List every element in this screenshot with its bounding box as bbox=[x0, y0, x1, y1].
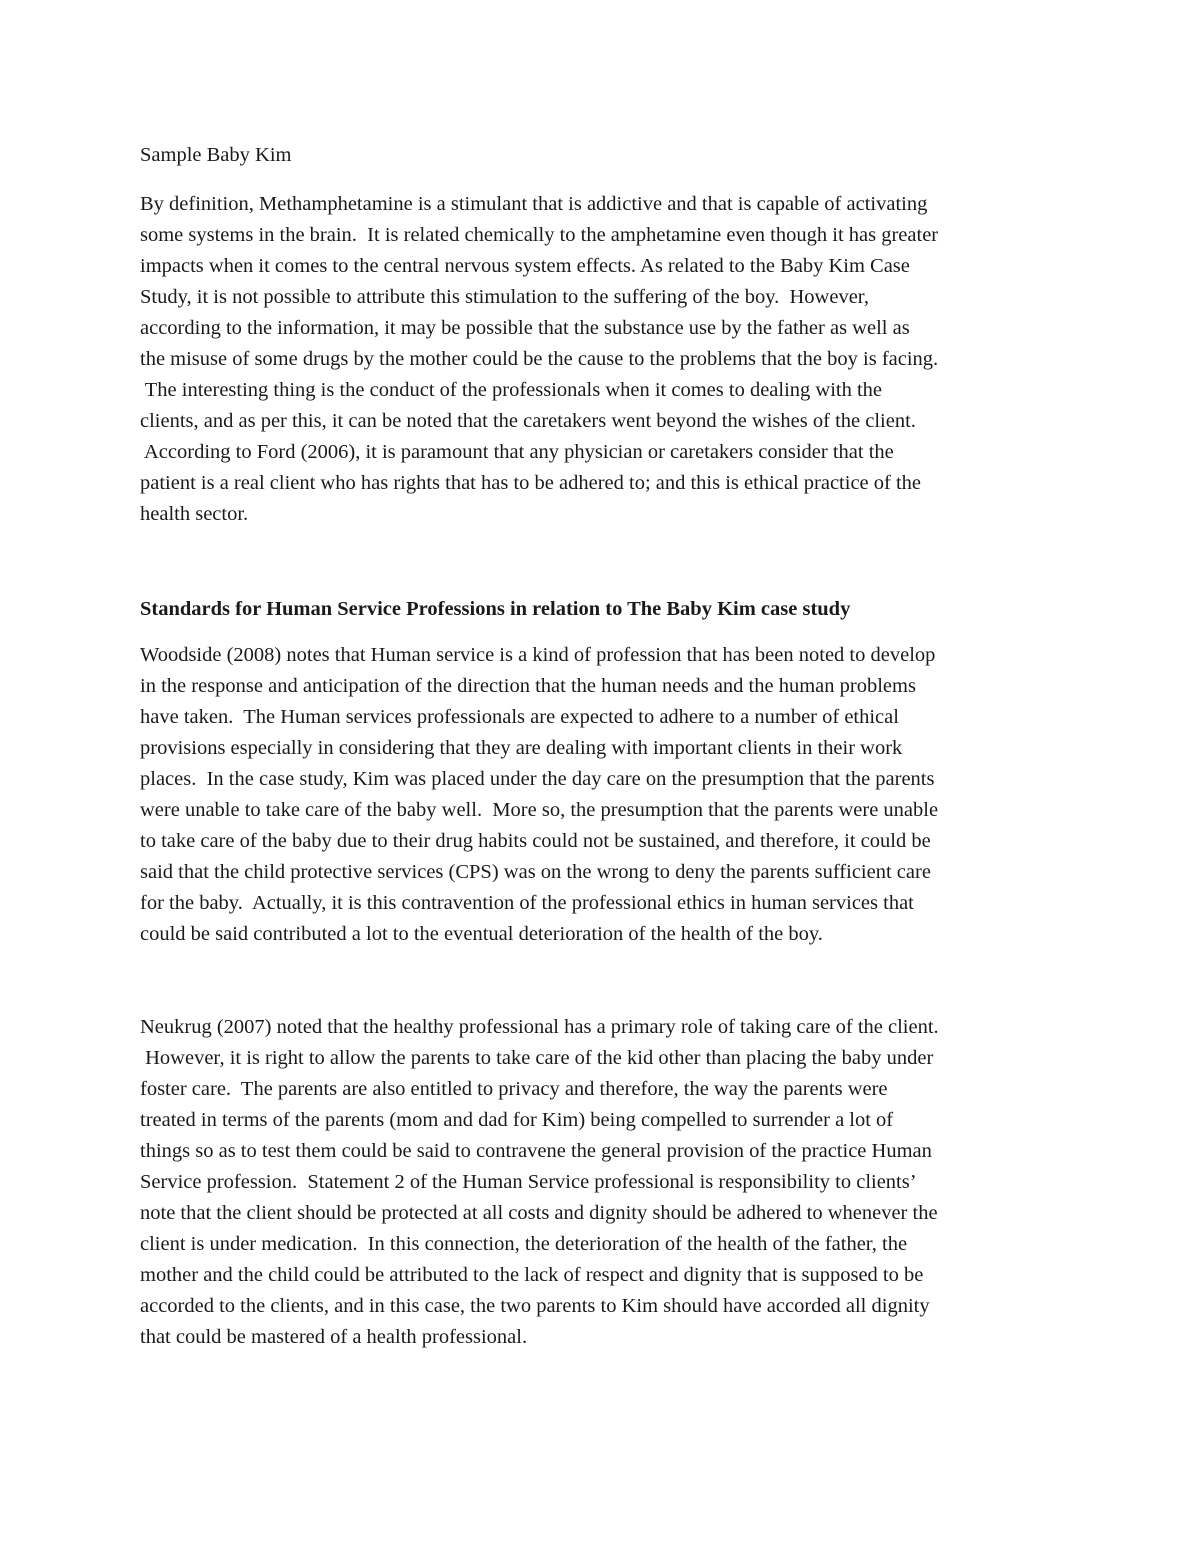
paragraph-line: However, it is right to allow the parents to take care of the kid other than placing the baby under bbox=[140, 1047, 934, 1069]
paragraph-line: foster care. The parents are also entitled to privacy and therefore, the way the parents were bbox=[140, 1078, 888, 1100]
paragraph-line: have taken. The Human services professionals are expected to adhere to a number of ethical bbox=[140, 706, 899, 728]
paragraph-line: Neukrug (2007) noted that the healthy professional has a primary role of taking care of the client. bbox=[140, 1016, 939, 1038]
paragraph-line: some systems in the brain. It is related chemically to the amphetamine even though it has greater bbox=[140, 224, 939, 246]
paragraph-line: accorded to the clients, and in this case, the two parents to Kim should have accorded all dignity bbox=[140, 1295, 930, 1317]
section-heading-block bbox=[140, 594, 1060, 625]
paragraph-line: note that the client should be protected at all costs and dignity should be adhered to whenever the bbox=[140, 1202, 938, 1224]
paragraph-line: in the response and anticipation of the direction that the human needs and the human problems bbox=[140, 675, 916, 697]
paragraph-line: Service profession. Statement 2 of the Human Service professional is responsibility to clients’ bbox=[140, 1171, 917, 1193]
paragraph-line: treated in terms of the parents (mom and dad for Kim) being compelled to surrender a lot of bbox=[140, 1109, 894, 1131]
paragraph-line: Study, it is not possible to attribute this stimulation to the suffering of the boy. However, bbox=[140, 286, 869, 308]
paragraph-line: that could be mastered of a health professional. bbox=[140, 1326, 528, 1348]
paragraph-line: mother and the child could be attributed to the lack of respect and dignity that is supposed to be bbox=[140, 1264, 924, 1286]
paragraph-line: patient is a real client who has rights that has to be adhered to; and this is ethical practice of the bbox=[140, 472, 922, 494]
paragraph-line: Woodside (2008) notes that Human service is a kind of profession that has been noted to develop bbox=[140, 644, 936, 666]
paragraph-line: health sector. bbox=[140, 503, 249, 525]
paragraph-definition bbox=[140, 189, 1060, 530]
document-page bbox=[140, 140, 1060, 1353]
paragraph-line: By definition, Methamphetamine is a stimulant that is addictive and that is capable of activating bbox=[140, 193, 928, 215]
document-title-block bbox=[140, 140, 1060, 171]
paragraph-neukrug bbox=[140, 1012, 1060, 1353]
section-heading: Standards for Human Service Professions in relation to The Baby Kim case study bbox=[140, 598, 851, 620]
paragraph-line: according to the information, it may be possible that the substance use by the father as well as bbox=[140, 317, 910, 339]
paragraph-line: said that the child protective services (CPS) was on the wrong to deny the parents sufficient care bbox=[140, 861, 931, 883]
paragraph-line: could be said contributed a lot to the eventual deterioration of the health of the boy. bbox=[140, 923, 823, 945]
paragraph-line: for the baby. Actually, it is this contravention of the professional ethics in human services that bbox=[140, 892, 914, 914]
paragraph-line: provisions especially in considering that they are dealing with important clients in their work bbox=[140, 737, 903, 759]
paragraph-line: impacts when it comes to the central nervous system effects. As related to the Baby Kim Case bbox=[140, 255, 910, 277]
paragraph-line: The interesting thing is the conduct of the professionals when it comes to dealing with the bbox=[140, 379, 883, 401]
paragraph-line: things so as to test them could be said to contravene the general provision of the practice Human bbox=[140, 1140, 932, 1162]
paragraph-line: places. In the case study, Kim was placed under the day care on the presumption that the parents bbox=[140, 768, 935, 790]
paragraph-line: client is under medication. In this connection, the deterioration of the health of the father, the bbox=[140, 1233, 908, 1255]
paragraph-line: the misuse of some drugs by the mother could be the cause to the problems that the boy is facing. bbox=[140, 348, 939, 370]
paragraph-line: were unable to take care of the baby well. More so, the presumption that the parents were unable bbox=[140, 799, 939, 821]
paragraph-woodside bbox=[140, 640, 1060, 950]
paragraph-line: clients, and as per this, it can be noted that the caretakers went beyond the wishes of the client. bbox=[140, 410, 916, 432]
document-title: Sample Baby Kim bbox=[140, 144, 292, 166]
paragraph-line: According to Ford (2006), it is paramount that any physician or caretakers consider that the bbox=[140, 441, 894, 463]
paragraph-line: to take care of the baby due to their drug habits could not be sustained, and therefore, it could be bbox=[140, 830, 931, 852]
